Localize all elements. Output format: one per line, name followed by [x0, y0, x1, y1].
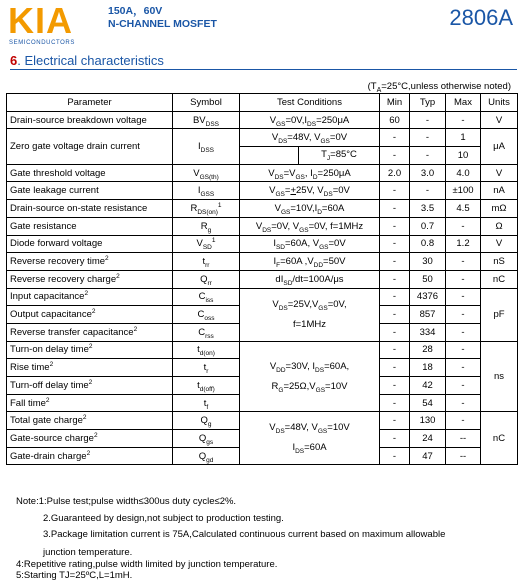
- min-cell: -: [380, 323, 410, 341]
- notes-block: [16, 494, 445, 581]
- unit-cell: ns: [481, 341, 518, 412]
- min-cell: -: [380, 394, 410, 412]
- table-row: [7, 253, 518, 271]
- cond-cell: $I_{SD}=60A$, $V_{GS}=0V$: [240, 235, 380, 253]
- unit-cell: Ω: [481, 217, 518, 235]
- header-test-conditions: Test Conditions: [240, 94, 380, 112]
- typ-cell: 54: [410, 394, 446, 412]
- param-cell: Fall time$^2$: [7, 394, 173, 412]
- max-cell: --: [446, 447, 481, 465]
- note-3-cont: junction temperature.: [43, 546, 133, 558]
- param-cell: Turn-off delay time$^2$: [7, 377, 173, 395]
- param-cell: Drain-source on-state resistance: [7, 200, 173, 218]
- header-max: Max: [446, 94, 481, 112]
- typ-cell: 334: [410, 323, 446, 341]
- min-cell: -: [380, 147, 410, 165]
- max-cell: -: [446, 270, 481, 288]
- min-cell: -: [380, 377, 410, 395]
- param-cell: Gate resistance: [7, 217, 173, 235]
- table-row: [7, 129, 518, 147]
- symbol-cell: $I_{DSS}$: [173, 129, 240, 164]
- symbol-cell: $I_{GSS}$: [173, 182, 240, 200]
- typ-cell: 24: [410, 430, 446, 448]
- table-row: [7, 164, 518, 182]
- max-cell: -: [446, 306, 481, 324]
- tj-condition: $T_J=85^\circ C$: [298, 147, 379, 164]
- max-cell: -: [446, 217, 481, 235]
- max-cell: 4.0: [446, 164, 481, 182]
- symbol-cell: $V_{GS(th)}$: [173, 164, 240, 182]
- max-cell: -: [446, 341, 481, 359]
- max-cell: -: [446, 359, 481, 377]
- param-cell: Total gate charge$^2$: [7, 412, 173, 430]
- product-spec: [108, 5, 217, 31]
- typ-cell: 28: [410, 341, 446, 359]
- max-cell: -: [446, 288, 481, 306]
- min-cell: -: [380, 235, 410, 253]
- cond-cell: $V_{GS}=10V,I_D=60A$: [240, 200, 380, 218]
- param-cell: Diode forward voltage: [7, 235, 173, 253]
- section-title-text: . Electrical characteristics: [17, 53, 164, 68]
- symbol-cell: $BV_{DSS}$: [173, 111, 240, 129]
- typ-cell: 18: [410, 359, 446, 377]
- section-divider: [10, 69, 517, 70]
- table-row: [7, 270, 518, 288]
- param-cell: Gate-drain charge$^2$: [7, 447, 173, 465]
- table-row: [7, 412, 518, 430]
- table-row: [7, 111, 518, 129]
- cond-cell: $V_{DS}=48V$, $V_{GS}=10V$ $I_{DS}=60A$: [240, 412, 380, 465]
- typ-cell: -: [410, 147, 446, 165]
- unit-cell: μA: [481, 129, 518, 164]
- section-title: [10, 53, 164, 68]
- unit-cell: pF: [481, 288, 518, 341]
- typ-cell: 3.5: [410, 200, 446, 218]
- symbol-cell: $t_{d(on)}$: [173, 341, 240, 359]
- typ-cell: 130: [410, 412, 446, 430]
- max-cell: --: [446, 430, 481, 448]
- section-number: 6: [10, 53, 18, 68]
- header-parameter: Parameter: [7, 94, 173, 112]
- typ-cell: 4376: [410, 288, 446, 306]
- table-row: [7, 235, 518, 253]
- unit-cell: nS: [481, 253, 518, 271]
- symbol-cell: $R_{DS(on)}^1$: [173, 200, 240, 218]
- param-cell: Drain-source breakdown voltage: [7, 111, 173, 129]
- max-cell: ±100: [446, 182, 481, 200]
- header-units: Units: [481, 94, 518, 112]
- symbol-cell: $Q_{gs}$: [173, 430, 240, 448]
- min-cell: -: [380, 200, 410, 218]
- typ-cell: 857: [410, 306, 446, 324]
- symbol-cell: $t_{rr}$: [173, 253, 240, 271]
- unit-cell: nC: [481, 412, 518, 465]
- min-cell: -: [380, 341, 410, 359]
- typ-cell: 42: [410, 377, 446, 395]
- param-cell: Input capacitance$^2$: [7, 288, 173, 306]
- cond-cell: [240, 147, 380, 165]
- min-cell: -: [380, 412, 410, 430]
- param-cell: Zero gate voltage drain current: [7, 129, 173, 164]
- min-cell: -: [380, 253, 410, 271]
- max-cell: -: [446, 111, 481, 129]
- typ-cell: -: [410, 182, 446, 200]
- symbol-cell: $C_{iss}$: [173, 288, 240, 306]
- typ-cell: -: [410, 111, 446, 129]
- table-row: [7, 217, 518, 235]
- min-cell: -: [380, 288, 410, 306]
- header-typ: Typ: [410, 94, 446, 112]
- cond-cell: $dI_{SD}/dt=100A/\mu s$: [240, 270, 380, 288]
- min-cell: -: [380, 217, 410, 235]
- symbol-cell: $C_{rss}$: [173, 323, 240, 341]
- cond-cell: $V_{DS}=0V$, $V_{GS}=0V$, f=1MHz: [240, 217, 380, 235]
- unit-cell: V: [481, 164, 518, 182]
- electrical-characteristics-table: [6, 93, 518, 465]
- note-3: 3.Package limitation current is 75A,Calculated continuous current based on maximum allowable: [43, 529, 446, 541]
- brand-tagline: SEMICONDUCTORS: [9, 40, 75, 46]
- max-cell: -: [446, 412, 481, 430]
- note-4: 4:Repetitive rating,pulse width limited by junction temperature.: [16, 558, 278, 570]
- header-min: Min: [380, 94, 410, 112]
- symbol-cell: $t_f$: [173, 394, 240, 412]
- note-5: 5:Starting TJ=25ºC,L=1mH.: [16, 569, 133, 581]
- unit-cell: mΩ: [481, 200, 518, 218]
- cond-cell: $V_{DS}=V_{GS}$, $I_D=250\mu A$: [240, 164, 380, 182]
- param-cell: Output capacitance$^2$: [7, 306, 173, 324]
- cond-prefix: (T: [367, 81, 377, 92]
- max-cell: -: [446, 394, 481, 412]
- cond-suffix: =25°C,unless otherwise noted): [381, 81, 511, 92]
- part-number: 2806A: [449, 5, 513, 30]
- cond-cell: $V_{DS}=25V,V_{GS}=0V$, f=1MHz: [240, 288, 380, 341]
- symbol-cell: $R_g$: [173, 217, 240, 235]
- typ-cell: 30: [410, 253, 446, 271]
- max-cell: 1: [446, 129, 481, 147]
- min-cell: 60: [380, 111, 410, 129]
- header-symbol: Symbol: [173, 94, 240, 112]
- symbol-cell: $t_{d(off)}$: [173, 377, 240, 395]
- symbol-cell: $Q_{rr}$: [173, 270, 240, 288]
- max-cell: 4.5: [446, 200, 481, 218]
- table-row: [7, 200, 518, 218]
- unit-cell: V: [481, 111, 518, 129]
- symbol-cell: $t_r$: [173, 359, 240, 377]
- typ-cell: 3.0: [410, 164, 446, 182]
- unit-cell: nC: [481, 270, 518, 288]
- cond-cell: $I_F=60A$ $,V_{DD}=50V$: [240, 253, 380, 271]
- table-row: [7, 182, 518, 200]
- cond-cell: $V_{DS}=48V$, $V_{GS}=0V$: [240, 129, 380, 147]
- brand-logo: KIA: [8, 0, 73, 41]
- cond-cell: $V_{DD}=30V$, $I_{DS}=60A$, $R_G=25\Omega,V_{GS}=10V$: [240, 341, 380, 412]
- param-cell: Reverse recovery time$^2$: [7, 253, 173, 271]
- param-cell: Gate leakage current: [7, 182, 173, 200]
- max-cell: -: [446, 377, 481, 395]
- min-cell: -: [380, 182, 410, 200]
- cond-sub: A: [376, 86, 382, 94]
- note-1: Note:1:Pulse test;pulse width≤300us duty cycle≤2%.: [16, 496, 237, 507]
- min-cell: -: [380, 430, 410, 448]
- table-row: [7, 288, 518, 306]
- param-cell: Turn-on delay time$^2$: [7, 341, 173, 359]
- unit-cell: V: [481, 235, 518, 253]
- typ-cell: 50: [410, 270, 446, 288]
- cond-cell: $V_{GS}=+25V$, $V_{DS}=0V$: [240, 182, 380, 200]
- typ-cell: 0.8: [410, 235, 446, 253]
- min-cell: -: [380, 129, 410, 147]
- param-cell: Gate-source charge$^2$: [7, 430, 173, 448]
- param-cell: Reverse recovery charge$^2$: [7, 270, 173, 288]
- symbol-cell: $V_{SD}^1$: [173, 235, 240, 253]
- min-cell: -: [380, 306, 410, 324]
- spec-rating: 150A，60V: [108, 5, 163, 17]
- typ-cell: -: [410, 129, 446, 147]
- typ-cell: 47: [410, 447, 446, 465]
- symbol-cell: $C_{oss}$: [173, 306, 240, 324]
- param-cell: Reverse transfer capacitance$^2$: [7, 323, 173, 341]
- conditions-note: [368, 81, 511, 92]
- max-cell: -: [446, 253, 481, 271]
- table-row: [7, 341, 518, 359]
- typ-cell: 0.7: [410, 217, 446, 235]
- max-cell: 1.2: [446, 235, 481, 253]
- min-cell: -: [380, 270, 410, 288]
- min-cell: -: [380, 447, 410, 465]
- max-cell: 10: [446, 147, 481, 165]
- symbol-cell: $Q_{gd}$: [173, 447, 240, 465]
- note-2: 2.Guaranteed by design,not subject to production testing.: [43, 512, 284, 524]
- symbol-cell: $Q_g$: [173, 412, 240, 430]
- unit-cell: nA: [481, 182, 518, 200]
- min-cell: -: [380, 359, 410, 377]
- min-cell: 2.0: [380, 164, 410, 182]
- spec-type: N-CHANNEL MOSFET: [108, 18, 217, 30]
- param-cell: Rise time$^2$: [7, 359, 173, 377]
- table-header-row: [7, 94, 518, 112]
- cond-cell: $V_{GS}=0V,I_{DS}=250\mu A$: [240, 111, 380, 129]
- max-cell: -: [446, 323, 481, 341]
- param-cell: Gate threshold voltage: [7, 164, 173, 182]
